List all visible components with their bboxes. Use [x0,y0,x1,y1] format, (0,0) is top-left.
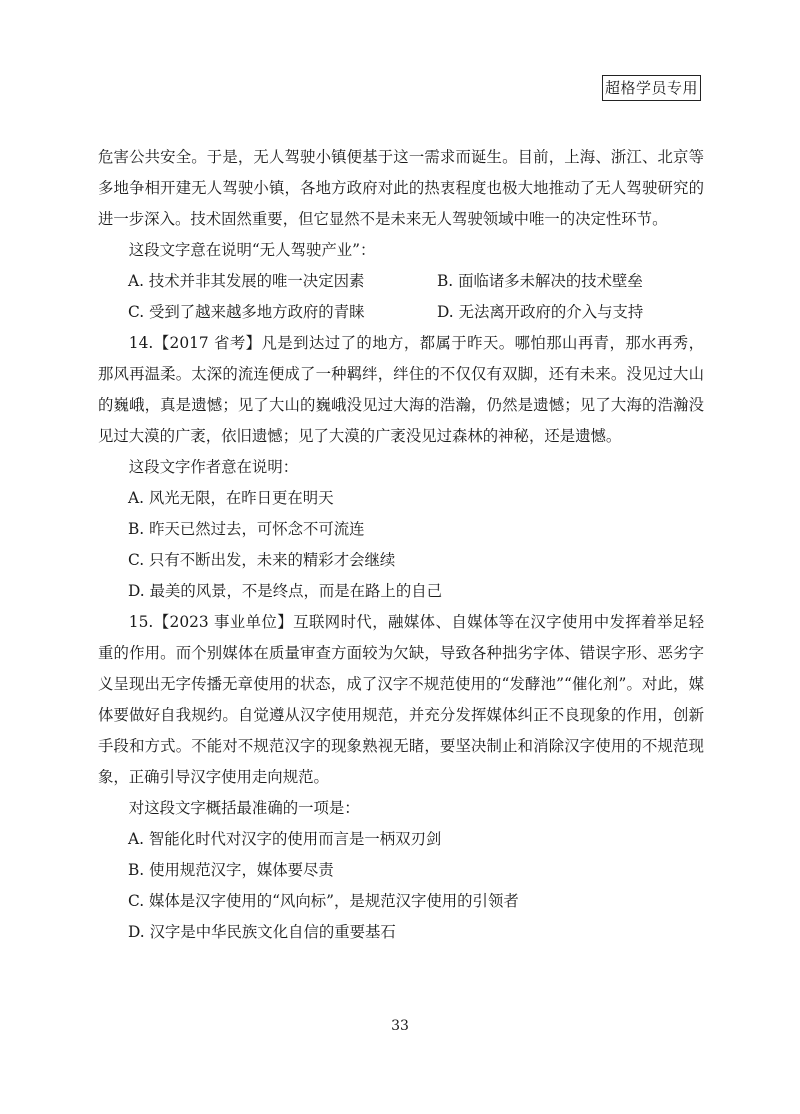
question-15-number: 15. [128,613,154,631]
question-14-text: 凡是到达过了的地方，都属于昨天。哪怕那山再青，那水再秀，那风再温柔。太深的流连便成了一种羁绊，绊住的不仅仅有双脚，还有未来。没见过大山的巍峨，真是遗憾；见了大山的巍峨没见过大海的浩瀚，仍然是遗憾；见了大海的浩瀚没见过大漠的广袤，依旧遗憾；见了大漠的广袤没见过森林的神秘，还是遗憾。 [98,334,704,445]
option-d[interactable]: D. 无法离开政府的介入与支持 [437,303,644,321]
question-15-option-c[interactable]: C. 媒体是汉字使用的“风向标”，是规范汉字使用的引领者 [128,892,519,910]
question-15-source: 【2023 事业单位】 [153,613,294,631]
question-15-option-d[interactable]: D. 汉字是中华民族文化自信的重要基石 [128,923,396,941]
option-a[interactable]: A. 技术并非其发展的唯一决定因素 [128,272,365,290]
question-14-option-c[interactable]: C. 只有不断出发，未来的精彩才会继续 [128,551,396,569]
question-14-passage [98,328,704,452]
question-13-stem: 这段文字意在说明“无人驾驶产业”： [128,241,376,259]
question-14-source: 【2017 省考】 [153,334,262,352]
option-c[interactable]: C. 受到了越来越多地方政府的青睐 [128,303,365,321]
question-13-options-row-1 [98,266,704,297]
page-content [98,142,704,948]
question-14-option-b[interactable]: B. 昨天已然过去，可怀念不可流连 [128,520,365,538]
question-14-option-a[interactable]: A. 风光无限，在昨日更在明天 [128,489,334,507]
question-14-stem: 这段文字作者意在说明： [128,458,299,476]
question-15-stem: 对这段文字概括最准确的一项是： [128,799,360,817]
question-15-option-a[interactable]: A. 智能化时代对汉字的使用而言是一柄双刃剑 [128,830,442,848]
question-14-option-d[interactable]: D. 最美的风景，不是终点，而是在路上的自己 [128,582,442,600]
question-15-passage [98,607,704,793]
question-14-number: 14. [128,334,154,352]
option-b[interactable]: B. 面临诸多未解决的技术壁垒 [437,272,643,290]
passage-continuation: 危害公共安全。于是，无人驾驶小镇便基于这一需求而诞生。目前，上海、浙江、北京等多地争相开建无人驾驶小镇，各地方政府对此的热衷程度也极大地推动了无人驾驶研究的进一步深入。技术固然重要，但它显然不是未来无人驾驶领域中唯一的决定性环节。 [98,148,704,228]
member-only-badge: 超格学员专用 [602,75,701,101]
question-15-option-b[interactable]: B. 使用规范汉字，媒体要尽责 [128,861,334,879]
question-15-text: 互联网时代，融媒体、自媒体等在汉字使用中发挥着举足轻重的作用。而个别媒体在质量审查方面较为欠缺，导致各种拙劣字体、错误字形、恶劣字义呈现出无字传播无章使用的状态，成了汉字不规范使用的“发酵池”“催化剂”。对此，媒体要做好自我规约。自觉遵从汉字使用规范，并充分发挥媒体纠正不良现象的作用，创新手段和方式。不能对不规范汉字的现象熟视无睹，要坚决制止和消除汉字使用的不规范现象，正确引导汉字使用走向规范。 [98,613,704,786]
question-13-options-row-2 [98,297,704,328]
page-number: 33 [391,1018,409,1034]
